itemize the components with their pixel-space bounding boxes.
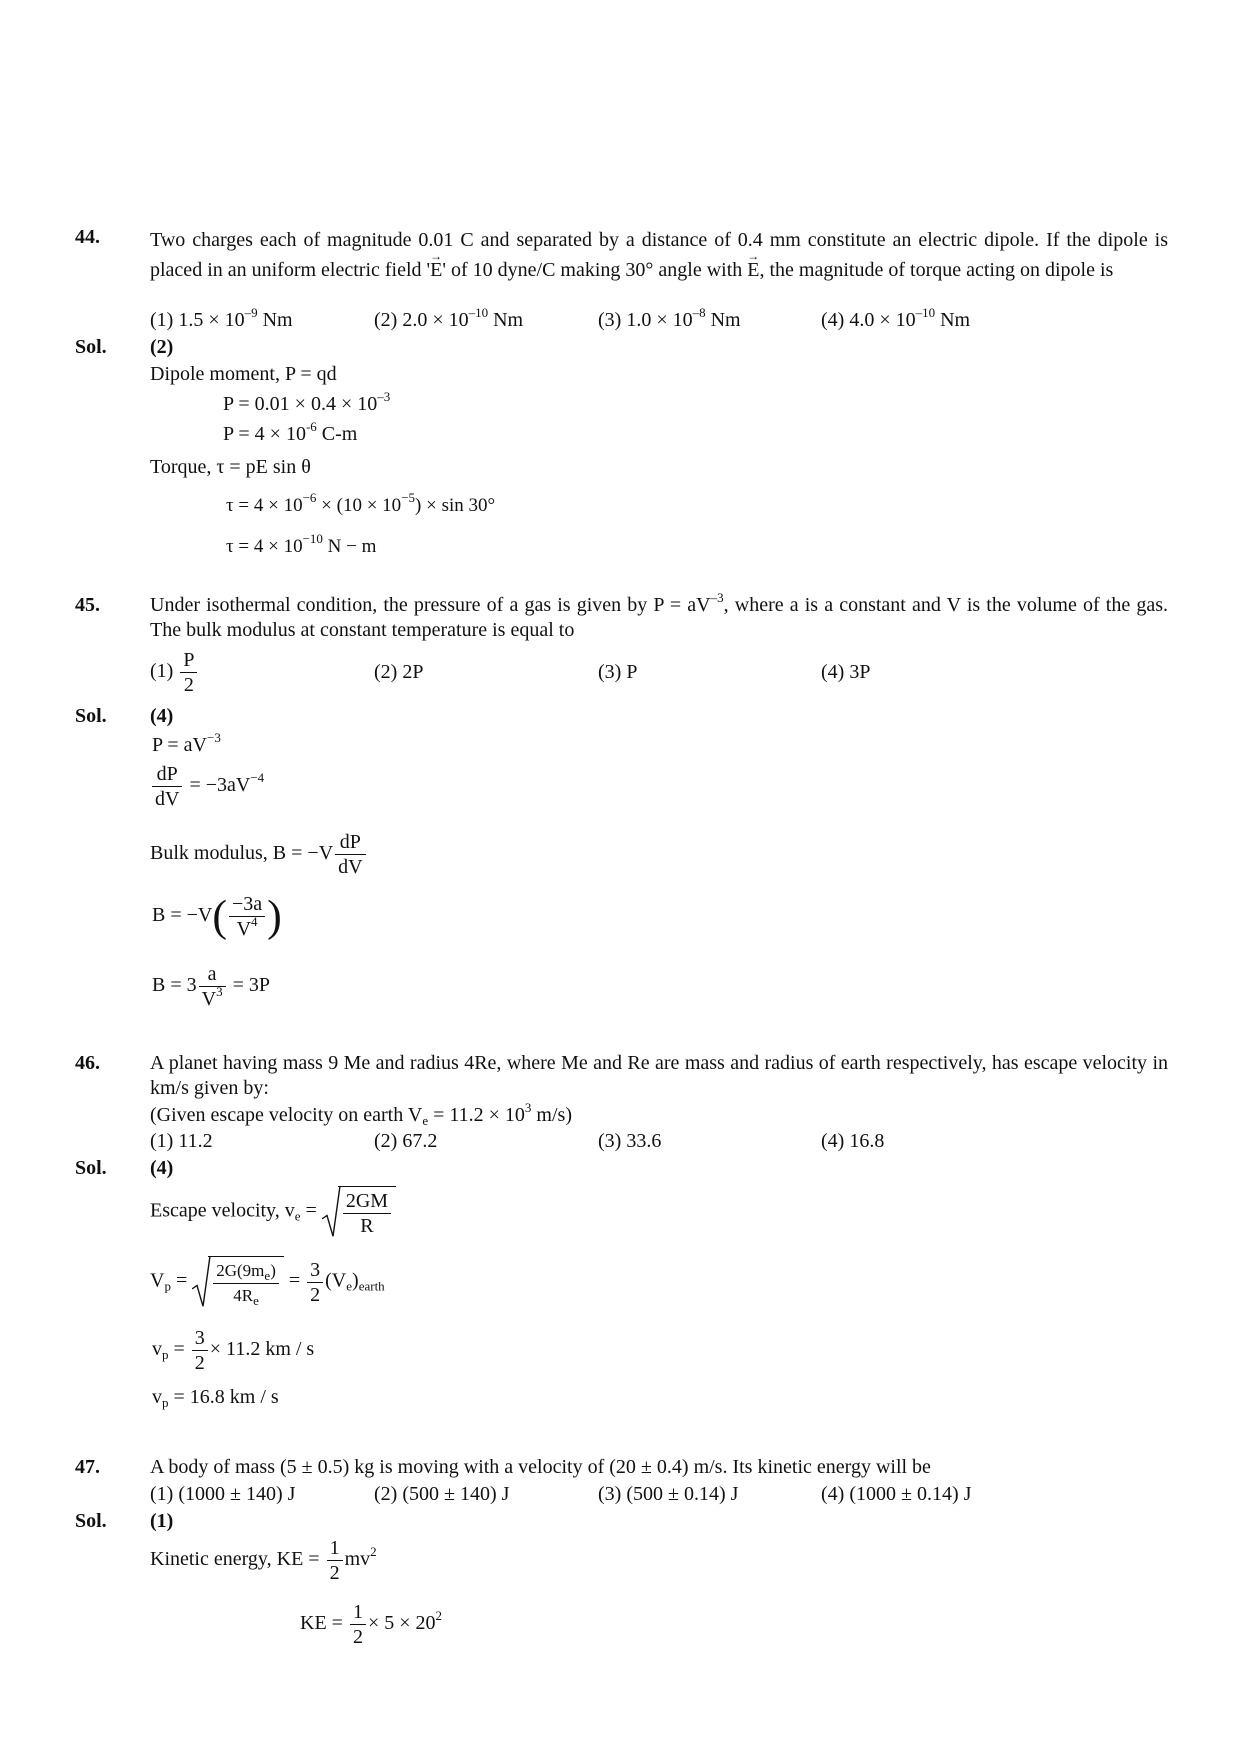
q46-l4-sub: p: [162, 1395, 169, 1410]
q44-option-1[interactable]: [150, 305, 293, 333]
q47-l2-fraction: [350, 1600, 366, 1649]
q46-sol-line-3: [152, 1326, 314, 1375]
q45-l5-den-wrap: [199, 984, 226, 1011]
field-vector-2: → E: [747, 255, 759, 285]
question-45-number: 45.: [75, 594, 100, 616]
q47-option-1[interactable]: (1) (1000 ± 140) J: [150, 1483, 296, 1505]
radical-sign: [322, 1186, 342, 1238]
q45-sol-line-3: [150, 830, 368, 879]
q45-l2-den: dV: [155, 788, 180, 810]
q46-option-2[interactable]: (2) 67.2: [374, 1130, 438, 1152]
question-44-stem: [150, 225, 1168, 285]
q45-option-3[interactable]: (3) P: [598, 661, 638, 683]
q45-l3-text: Bulk modulus, B = −V: [150, 842, 334, 865]
q47-l2-exp: 2: [435, 1608, 443, 1624]
q44-opt2-label: (2) 2.0 × 10: [374, 309, 469, 331]
q46-l3-den: 2: [194, 1352, 205, 1374]
q44-l6-a: τ = 4 × 10: [226, 536, 303, 557]
q44-answer: (2): [150, 336, 174, 358]
q46-l2-ve: (V: [325, 1269, 347, 1292]
q46-l2-fraction: [213, 1259, 279, 1308]
q44-opt4-unit: Nm: [935, 309, 971, 331]
q45-l4-text: B = −V: [152, 904, 213, 927]
q44-sol-line-1: Dipole moment, P = qd: [150, 363, 337, 385]
q47-l1-num: 1: [327, 1536, 343, 1561]
q45-opt1-fraction: [180, 648, 197, 697]
left-paren: (: [212, 891, 227, 941]
question-47-stem: A body of mass (5 ± 0.5) kg is moving with a velocity of (20 ± 0.4) m/s. Its kinetic energy will be: [150, 1456, 931, 1478]
q46-l2-den-wrap: [213, 1284, 279, 1308]
q44-solution-label: Sol.: [75, 336, 107, 358]
q46-l2-three-halves: [307, 1258, 323, 1307]
q45-sol-line-2: [150, 762, 264, 811]
q46-given: [150, 1100, 572, 1128]
q47-l2-text: KE =: [300, 1612, 348, 1635]
q46-given-sub: e: [422, 1113, 429, 1128]
q45-sol-line-1: [152, 730, 221, 758]
q44-opt4-exp: –10: [915, 305, 936, 320]
q46-option-1[interactable]: (1) 11.2: [150, 1130, 213, 1152]
q44-sol-line-6: [226, 531, 377, 559]
q44-stem-part-b: ' of 10 dyne/C making 30° angle with: [442, 259, 748, 281]
q46-l2-num: 2G(9m: [216, 1261, 265, 1280]
q44-opt1-label: (1) 1.5 × 10: [150, 309, 245, 331]
q44-option-2[interactable]: [374, 305, 524, 333]
q46-l3-result: × 11.2 km / s: [209, 1338, 315, 1361]
q46-sol-line-2: [150, 1256, 385, 1308]
q45-l3-den: dV: [338, 856, 363, 878]
q44-l6-b: N − m: [322, 536, 377, 557]
q45-l4-den: V: [236, 918, 252, 940]
question-46-number: 46.: [75, 1052, 100, 1074]
q47-option-2[interactable]: (2) (500 ± 140) J: [374, 1483, 510, 1505]
q44-l2-exp: –3: [377, 389, 391, 404]
q46-l2-num-close: ): [270, 1261, 276, 1280]
q47-answer: (1): [150, 1510, 174, 1532]
q44-opt4-label: (4) 4.0 × 10: [821, 309, 916, 331]
q47-l1-fraction: [327, 1536, 343, 1585]
q45-l4-den-wrap: [229, 914, 265, 941]
q45-opt1-label: (1): [150, 660, 174, 683]
q45-l2-text: = −3aV: [184, 774, 251, 797]
q45-l5-exp: 3: [216, 984, 223, 999]
q46-l2-close: ): [352, 1269, 359, 1292]
q44-l2-text: P = 0.01 × 0.4 × 10: [223, 393, 378, 415]
q44-l5-a: τ = 4 × 10: [226, 495, 303, 516]
q45-l5-text: B = 3: [152, 974, 197, 997]
q46-l1-eq: =: [300, 1199, 322, 1222]
q46-l2-eq2: =: [283, 1269, 306, 1292]
q44-stem-part-a: Two charges each of magnitude 0.01 C and separated by a distance of 0.4 mm constitute an electric dipole. If the dipole is placed in an uniform electric field ': [150, 229, 1168, 281]
q44-l3-text: P = 4 × 10: [223, 423, 306, 445]
q45-sol-line-4: [152, 892, 282, 941]
q47-l1-den: 2: [329, 1562, 340, 1584]
q46-given-b: = 11.2 × 10: [428, 1104, 525, 1126]
q45-l2-fraction: [152, 762, 182, 811]
q44-l3-exp: -6: [305, 419, 317, 434]
question-44-number: 44.: [75, 226, 100, 248]
q45-answer: (4): [150, 705, 174, 727]
q47-sol-line-2: [300, 1600, 442, 1649]
radical-sign-2: [192, 1256, 212, 1308]
q44-sol-line-3: [223, 419, 358, 447]
q46-l2-eq: =: [170, 1269, 193, 1292]
q46-l3-sub: p: [162, 1347, 169, 1363]
q45-l5-result: = 3P: [227, 974, 270, 997]
q47-l1-text: Kinetic energy, KE =: [150, 1548, 325, 1571]
q45-l5-fraction: [199, 962, 226, 1011]
q44-sol-line-5: [226, 490, 496, 518]
q45-l1-exp: −3: [206, 730, 221, 745]
q47-option-3[interactable]: (3) (500 ± 0.14) J: [598, 1483, 739, 1505]
q45-l5-den: V: [201, 988, 217, 1010]
q44-l6-exp: −10: [302, 531, 323, 546]
q47-l1-exp: 2: [370, 1544, 377, 1560]
q45-opt1-den: 2: [183, 674, 194, 696]
q46-given-exp: 3: [524, 1100, 532, 1115]
q46-l3-eq: =: [168, 1338, 190, 1361]
q46-l1-fraction: [343, 1189, 391, 1238]
q45-stem-b: , where a is a constant and V is the volume of the gas. The bulk modulus at constant temperature is equal to: [150, 594, 1168, 641]
right-paren: ): [267, 891, 282, 941]
q46-given-a: (Given escape velocity on earth V: [150, 1104, 423, 1126]
q45-stem-exp: –3: [710, 590, 724, 605]
q45-l5-num: a: [199, 962, 226, 987]
q45-solution-label: Sol.: [75, 705, 107, 727]
q46-answer: (4): [150, 1157, 174, 1179]
q46-l2-num-wrap: [213, 1259, 279, 1284]
q47-l1-mv: mv: [344, 1548, 371, 1571]
q46-l4-result: = 16.8 km / s: [168, 1386, 279, 1408]
q47-option-4[interactable]: (4) (1000 ± 0.14) J: [821, 1483, 972, 1505]
q46-l2-sub: p: [164, 1278, 171, 1294]
q47-sol-line-1: [150, 1536, 377, 1585]
q46-l4-v: v: [152, 1386, 162, 1408]
field-vector: → E: [430, 255, 442, 285]
q46-l1-num: 2GM: [343, 1189, 391, 1214]
q44-l5-exp2: −5: [401, 490, 416, 505]
sqrt-symbol-2: [192, 1256, 284, 1308]
q44-opt3-label: (3) 1.0 × 10: [598, 309, 693, 331]
q46-l1-text: Escape velocity, v: [150, 1199, 295, 1222]
q44-opt2-unit: Nm: [488, 309, 524, 331]
q46-sol-line-1: [150, 1186, 396, 1238]
q45-l4-fraction: [229, 892, 265, 941]
q45-l1-text: P = aV: [152, 734, 207, 756]
q45-l3-fraction: [335, 830, 365, 879]
q46-l2-den: 4R: [233, 1286, 254, 1305]
q47-l2-product: × 5 × 20: [367, 1612, 436, 1635]
q45-l4-num: −3a: [229, 892, 265, 917]
q44-sol-line-4: Torque, τ = pE sin θ: [150, 456, 311, 478]
q46-l2-fnum: 3: [307, 1258, 323, 1283]
q45-l2-exp: −4: [250, 770, 265, 786]
q44-opt1-unit: Nm: [257, 309, 293, 331]
q46-l2-fden: 2: [310, 1283, 321, 1306]
q46-option-3[interactable]: (3) 33.6: [598, 1130, 662, 1152]
q44-sol-line-2: [223, 389, 391, 417]
q44-l5-c: ) × sin 30°: [415, 495, 496, 516]
q46-l2-v: V: [150, 1269, 165, 1292]
q46-l3-fraction: [192, 1326, 208, 1375]
q46-l3-v: v: [152, 1338, 162, 1361]
q46-l1-sub: e: [294, 1208, 301, 1224]
question-45-stem: [150, 590, 1168, 643]
q46-option-4[interactable]: (4) 16.8: [821, 1130, 885, 1152]
q44-opt3-unit: Nm: [705, 309, 741, 331]
q46-l2-den-sub: e: [253, 1293, 259, 1308]
question-47-number: 47.: [75, 1456, 100, 1478]
q45-stem-a: Under isothermal condition, the pressure of a gas is given by P = aV: [150, 594, 711, 616]
q46-l2-ve-sub: e: [346, 1278, 353, 1294]
q44-opt3-exp: –8: [692, 305, 706, 320]
q47-solution-label: Sol.: [75, 1510, 107, 1532]
q46-l2-earth: earth: [358, 1278, 385, 1294]
q44-l3-unit: C-m: [316, 423, 358, 445]
q44-opt2-exp: –10: [468, 305, 489, 320]
q45-sol-line-5: [152, 962, 270, 1011]
q46-given-c: m/s): [531, 1104, 572, 1126]
q44-stem-part-c: , the magnitude of torque acting on dipole is: [759, 259, 1114, 281]
q46-sol-line-4: [152, 1385, 279, 1410]
q47-l2-num: 1: [350, 1600, 366, 1625]
q46-solution-label: Sol.: [75, 1157, 107, 1179]
q47-l2-den: 2: [352, 1626, 363, 1648]
q44-option-4[interactable]: [821, 305, 971, 333]
q45-l3-num: dP: [335, 830, 365, 855]
q46-l3-num: 3: [192, 1326, 208, 1351]
q44-opt1-exp: –9: [244, 305, 258, 320]
q44-l5-b: × (10 × 10: [316, 495, 402, 516]
q44-l5-exp1: −6: [302, 490, 317, 505]
q46-l1-den: R: [360, 1215, 374, 1237]
q46-l2-num-sub: e: [264, 1268, 271, 1283]
q45-l2-num: dP: [152, 762, 182, 787]
q45-option-4[interactable]: (4) 3P: [821, 661, 871, 683]
q45-opt1-num: P: [180, 648, 197, 673]
question-46-stem: A planet having mass 9 Me and radius 4Re, where Me and Re are mass and radius of earth respectively, has escape velocity in km/s given by:: [150, 1052, 1168, 1099]
q45-option-1[interactable]: [150, 648, 199, 697]
q45-option-2[interactable]: (2) 2P: [374, 661, 424, 683]
sqrt-symbol: [322, 1186, 396, 1238]
q45-l4-exp: 4: [251, 914, 258, 929]
q44-option-3[interactable]: [598, 305, 741, 333]
